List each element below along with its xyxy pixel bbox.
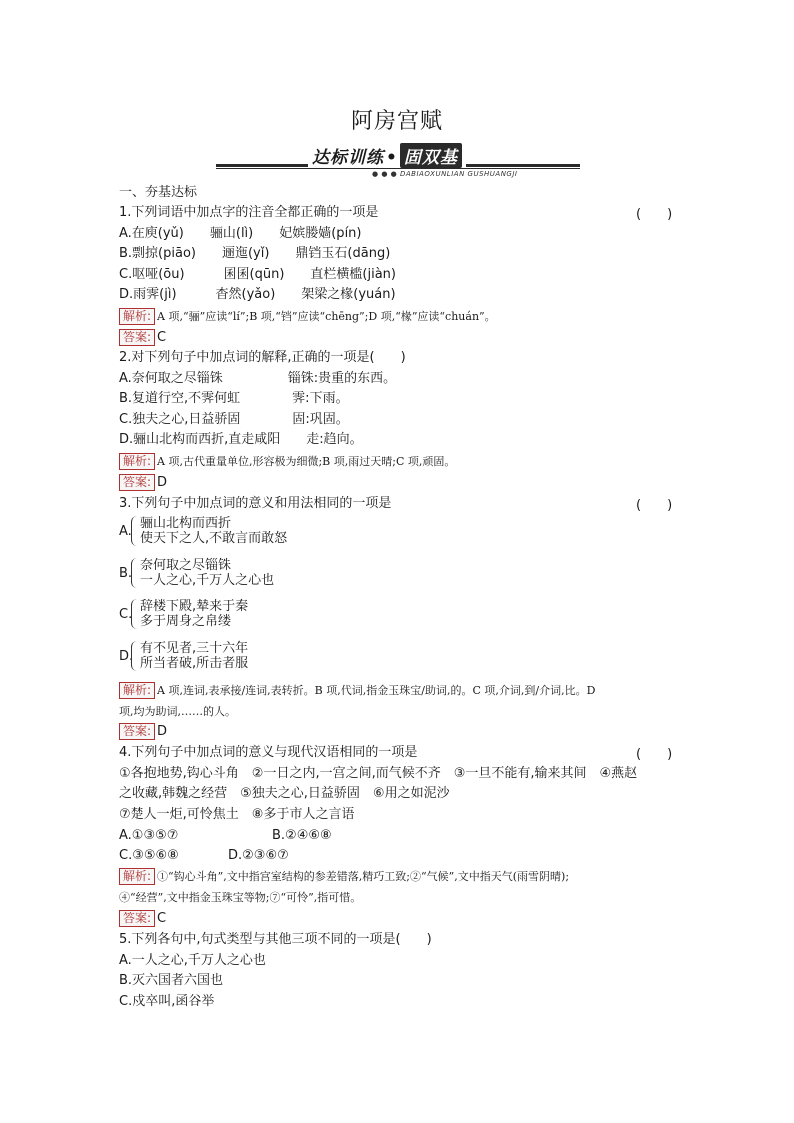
- page-title: 阿房宫赋: [350, 109, 443, 134]
- banner-main-text: 达标训练: [312, 148, 384, 168]
- option-label: D.: [119, 649, 134, 664]
- explain-label: 解析:: [119, 453, 155, 470]
- q4-explain-text-1: ①“钩心斗角”,文中指宫室结构的参差错落,精巧工致;②“气候”,文中指天气(雨雪阴晴);: [157, 870, 570, 883]
- q1-answer: [119, 328, 166, 347]
- q5-option-a: A.一人之心,千万人之心也: [119, 953, 266, 968]
- q3-answer-value: D: [157, 724, 168, 739]
- q1-option-b: B.剽掠(piāo) 逦迤(yǐ) 鼎铛玉石(dāng): [119, 246, 391, 261]
- q3-answer-blank: ( ): [636, 498, 673, 513]
- q3-a-line1: 骊山北构而西折: [140, 516, 232, 531]
- q4-answer-blank: ( ): [636, 747, 673, 762]
- q4-option-a: A.①③⑤⑦: [119, 828, 179, 843]
- q2-explain-text: A 项,古代重量单位,形容极为细微;B 项,雨过天晴;C 项,顽固。: [157, 455, 456, 468]
- q2-option-d: D.骊山北构而西折,直走咸阳 走:趋向。: [119, 432, 363, 447]
- q3-c-line1: 辞楼下殿,辇来于秦: [140, 599, 249, 614]
- q3-d-line1: 有不见者,三十六年: [140, 641, 249, 656]
- q3-d-line2: 所当者破,所击者服: [140, 656, 249, 671]
- q1-stem: 1.下列词语中加点字的注音全都正确的一项是: [119, 205, 379, 220]
- q4-option-c: C.③⑤⑥⑧: [119, 848, 179, 863]
- option-label: C.: [119, 607, 133, 622]
- brace-icon: [131, 641, 137, 671]
- explain-label: 解析:: [119, 682, 155, 699]
- q1-explain-text: A 项,“骊”应读“lí”;B 项,“铛”应读“chēng”;D 项,“椽”应读“chuán”。: [157, 310, 496, 323]
- q2-answer-value: D: [157, 475, 168, 490]
- q4-items-line2: 之收藏,韩魏之经营 ⑤独夫之心,日益骄固 ⑥用之如泥沙: [119, 786, 450, 801]
- q1-answer-blank: ( ): [636, 207, 673, 222]
- section-heading: 一、夯基达标: [119, 185, 198, 200]
- option-label: B.: [119, 566, 133, 581]
- q3-explanation-cont: [119, 702, 236, 721]
- q1-option-c: C.呕哑(ōu) 囷囷(qūn) 直栏横槛(jiàn): [119, 267, 396, 282]
- brace-icon: [131, 558, 137, 588]
- q2-option-a: A.奈何取之尽锱铢 锱铢:贵重的东西。: [119, 371, 397, 386]
- q3-explain-text-1: A 项,连词,表承接/连词,表转折。B 项,代词,指金玉珠宝/助词,的。C 项,介词,到/介词,比。D: [157, 684, 596, 697]
- brace-icon: [131, 516, 137, 546]
- q1-option-d: D.雨霁(jì) 杳然(yǎo) 架梁之椽(yuán): [119, 287, 396, 302]
- q1-answer-value: C: [157, 330, 167, 345]
- option-label: A.: [119, 524, 132, 539]
- q3-answer: [119, 722, 167, 741]
- q3-explanation: [119, 681, 595, 700]
- q3-b-line2: 一人之心,千万人之心也: [140, 573, 275, 588]
- q3-c-line2: 多于周身之帛缕: [140, 614, 232, 629]
- q4-explanation: [119, 867, 569, 886]
- q5-option-b: B.灭六国者六国也: [119, 973, 224, 988]
- answer-label: 答案:: [119, 329, 155, 346]
- q2-stem: 2.对下列句子中加点词的解释,正确的一项是( ): [119, 350, 406, 365]
- banner-box-text: 固双基: [400, 143, 462, 168]
- q3-b-line1: 奈何取之尽锱铢: [140, 558, 232, 573]
- banner-subtitle: ● ● ● DABIAOXUNLIAN GUSHUANGJI: [372, 170, 518, 178]
- q5-option-c: C.戍卒叫,函谷举: [119, 994, 215, 1009]
- answer-label: 答案:: [119, 910, 155, 927]
- section-banner: [216, 141, 580, 181]
- q4-items-line1: ①各抱地势,钩心斗角 ②一日之内,一宫之间,而气候不齐 ③一旦不能有,输来其间 ④燕赵: [119, 766, 638, 781]
- q2-option-b: B.复道行空,不霁何虹 霁:下雨。: [119, 391, 349, 406]
- q2-explanation: [119, 452, 455, 471]
- answer-label: 答案:: [119, 474, 155, 491]
- q1-explanation: [119, 307, 496, 326]
- explain-label: 解析:: [119, 868, 155, 885]
- q2-answer: [119, 473, 167, 492]
- q4-explanation-cont: [119, 888, 361, 907]
- q4-explain-text-2: ④“经营”,文中指金玉珠宝等物;⑦“可怜”,指可惜。: [119, 891, 362, 904]
- q4-option-b: B.②④⑥⑧: [272, 828, 332, 843]
- q2-option-c: C.独夫之心,日益骄固 固:巩固。: [119, 412, 349, 427]
- q4-option-d: D.②③⑥⑦: [228, 848, 289, 863]
- banner-rule-thin: [216, 168, 580, 169]
- q3-a-line2: 使天下之人,不敢言而敢怒: [140, 531, 288, 546]
- banner-title: [308, 143, 466, 168]
- q4-stem: 4.下列句子中加点词的意义与现代汉语相同的一项是: [119, 745, 418, 760]
- q3-stem: 3.下列句子中加点词的意义和用法相同的一项是: [119, 496, 392, 511]
- brace-icon: [131, 599, 137, 629]
- q4-answer-value: C: [157, 911, 167, 926]
- answer-label: 答案:: [119, 723, 155, 740]
- banner-dot: •: [386, 148, 398, 168]
- q4-answer: [119, 909, 166, 928]
- explain-label: 解析:: [119, 308, 155, 325]
- q4-items-line3: ⑦楚人一炬,可怜焦土 ⑧多于市人之言语: [119, 807, 355, 822]
- q1-option-a: A.在庾(yǔ) 骊山(lì) 妃嫔媵嫱(pín): [119, 226, 362, 241]
- q5-stem: 5.下列各句中,句式类型与其他三项不同的一项是( ): [119, 932, 432, 947]
- q3-explain-text-2: 项,均为助词,……的人。: [119, 705, 236, 718]
